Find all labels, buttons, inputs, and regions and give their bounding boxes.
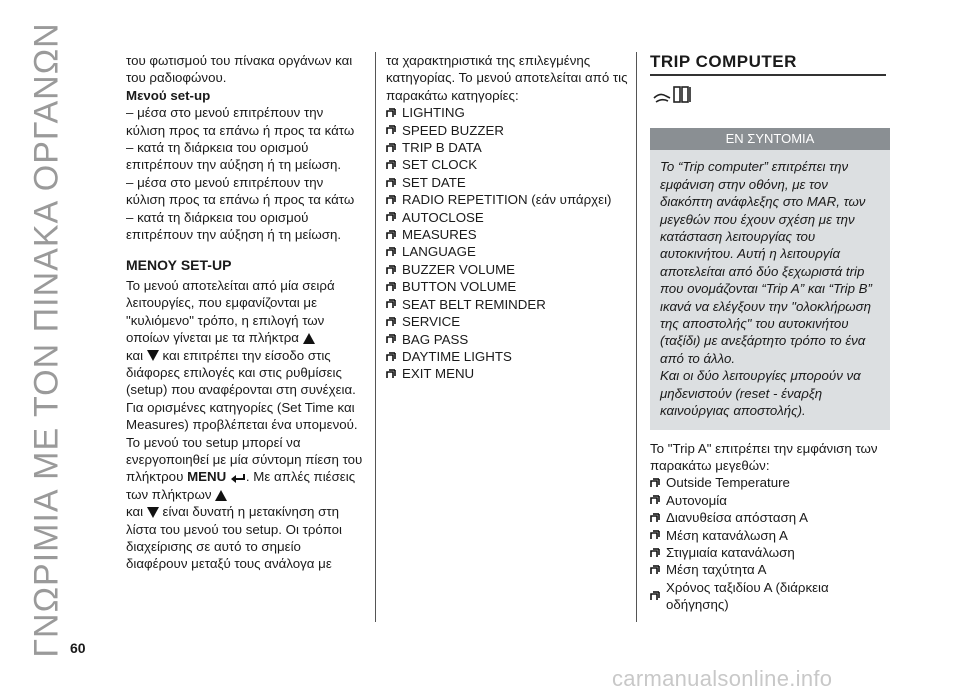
menu-paragraph-2 bbox=[126, 434, 366, 573]
list-item bbox=[386, 191, 631, 208]
list-item-label: SET DATE bbox=[402, 174, 466, 190]
list-item bbox=[650, 527, 890, 544]
box-bullet-icon bbox=[650, 495, 660, 505]
col2-intro: τα χαρακτηριστικά της επιλεγμένης κατηγορίας. Το μενού αποτελείται από τις παρακάτω κατηγορίες: bbox=[386, 53, 628, 103]
box-bullet-icon bbox=[386, 108, 396, 118]
list-item-label: SET CLOCK bbox=[402, 157, 478, 173]
triangle-up-icon bbox=[303, 333, 315, 344]
box-bullet-icon bbox=[386, 352, 396, 362]
list-item bbox=[650, 474, 890, 491]
list-item bbox=[650, 509, 890, 526]
menu-heading: ΜΕΝΟΥ SET-UP bbox=[126, 257, 232, 274]
list-item-label: SERVICE bbox=[402, 314, 461, 330]
list-item bbox=[650, 544, 890, 561]
list-item bbox=[386, 122, 631, 139]
list-item-label: BUTTON VOLUME bbox=[402, 279, 517, 295]
box-bullet-icon bbox=[386, 195, 396, 205]
triangle-down-icon bbox=[147, 350, 159, 361]
list-item bbox=[386, 174, 631, 191]
list-item-label: AUTOCLOSE bbox=[402, 209, 484, 225]
setup-line: – κατά τη διάρκεια του ορισμού επιτρέπουν την αύξηση ή τη μείωση. bbox=[126, 209, 342, 243]
list-item bbox=[650, 561, 890, 578]
box-bullet-icon bbox=[650, 478, 660, 488]
triangle-down-icon bbox=[147, 507, 159, 518]
list-item-label: SPEED BUZZER bbox=[402, 122, 504, 138]
box-bullet-icon bbox=[386, 299, 396, 309]
section-title: TRIP COMPUTER bbox=[650, 52, 797, 71]
col1-intro: του φωτισμού του πίνακα οργάνων και του ραδιοφώνου. bbox=[126, 53, 353, 86]
list-item-label: SEAT BELT REMINDER bbox=[402, 296, 546, 312]
list-item-label: Αυτονομία bbox=[666, 492, 727, 508]
column-1 bbox=[126, 52, 366, 573]
column-3 bbox=[650, 52, 890, 614]
brief-heading: ΕΝ ΣΥΝΤΟΜΙΑ bbox=[650, 128, 890, 150]
side-chapter-title bbox=[22, 22, 72, 658]
menu-p2-and: και bbox=[126, 504, 144, 520]
box-bullet-icon bbox=[386, 160, 396, 170]
menu-p2-text: Το μενού του setup μπορεί να ενεργοποιηθεί με μία σύντομη πίεση του πλήκτρου bbox=[126, 434, 363, 485]
box-bullet-icon bbox=[650, 548, 660, 558]
menu-key-label: MENU bbox=[187, 469, 227, 485]
list-item-label: Διανυθείσα απόσταση Α bbox=[666, 510, 808, 526]
list-item bbox=[386, 104, 631, 121]
triangle-up-icon bbox=[215, 490, 227, 501]
hand-book-icon bbox=[652, 84, 696, 106]
menu-p2-text-cont: . Με απλές πιέσεις των πλήκτρων bbox=[126, 469, 356, 502]
box-bullet-icon bbox=[386, 265, 396, 275]
list-item bbox=[386, 226, 631, 243]
box-bullet-icon bbox=[386, 317, 396, 327]
list-item bbox=[386, 331, 631, 348]
box-bullet-icon bbox=[386, 212, 396, 222]
watermark: carmanualsonline.info bbox=[612, 666, 833, 691]
list-item bbox=[386, 278, 631, 295]
box-bullet-icon bbox=[650, 591, 660, 601]
box-bullet-icon bbox=[650, 513, 660, 523]
list-item bbox=[386, 313, 631, 330]
box-bullet-icon bbox=[386, 143, 396, 153]
list-item-label: Στιγμιαία κατανάλωση bbox=[666, 544, 795, 560]
menu-p1-and: και bbox=[126, 347, 144, 363]
menu-p1-text: Το μενού αποτελείται από μία σειρά λειτουργίες, που εμφανίζονται με "κυλιόμενο" τρόπο, η επιλογή των οποίων γίνεται με τα πλήκτρα bbox=[126, 277, 335, 346]
box-bullet-icon bbox=[386, 125, 396, 135]
list-item bbox=[386, 365, 631, 382]
brief-paragraph: Το “Trip computer” επιτρέπει την εμφάνιση στην οθόνη, με τον διακόπτη ανάφλεξης στο MAR, των μεγεθών που έχουν σχέση με την κατάσταση λειτουργίας του αυτοκινήτου. Αυτή η λειτουργία αποτελείται από δύο ξεχωριστά trip που ονομάζονται “Trip A” και “Trip B” ικανά να ελέγξουν την "ολοκλήρωση της αποστολής" του αυτοκινήτου (ταξίδι) με ανεξάρτητο τρόπο το ένα από το άλλο. bbox=[660, 159, 872, 366]
list-item-label: Outside Temperature bbox=[666, 475, 790, 491]
menu-p1-text-cont: και επιτρέπει την είσοδο στις διάφορες επιλογές και στις ρυθμίσεις (setup) που αναφέρονται στη συνέχεια. Για ορισμένες κατηγορίες (Set Time και Measures) προβλέπεται ένα υπομενού. bbox=[126, 347, 358, 433]
brief-paragraph: Και οι δύο λειτουργίες μπορούν να μηδενιστούν (reset - έναρξη καινούργιας αποστολής). bbox=[660, 368, 861, 419]
box-bullet-icon bbox=[386, 369, 396, 379]
menu-category-list bbox=[386, 104, 631, 383]
list-item bbox=[386, 261, 631, 278]
box-bullet-icon bbox=[650, 565, 660, 575]
menu-paragraph-1 bbox=[126, 277, 366, 434]
setup-line: – κατά τη διάρκεια του ορισμού επιτρέπουν την αύξηση ή τη μείωση. bbox=[126, 140, 342, 173]
list-item-label: EXIT MENU bbox=[402, 366, 475, 382]
side-chapter-title-text: ΓΝΩΡΙΜΙΑ ΜΕ ΤΟΝ ΠΙΝΑΚΑ ΟΡΓΑΝΩΝ bbox=[27, 22, 66, 658]
setup-line: – μέσα στο μενού επιτρέπουν την κύλιση προς τα επάνω ή προς τα κάτω bbox=[126, 105, 355, 138]
list-item bbox=[650, 579, 890, 614]
page-number: 60 bbox=[70, 640, 86, 656]
box-bullet-icon bbox=[386, 247, 396, 257]
list-item-label: Χρόνος ταξιδίου Α (διάρκεια οδήγησης) bbox=[666, 579, 829, 613]
box-bullet-icon bbox=[386, 178, 396, 188]
section-title-rule bbox=[650, 74, 886, 76]
list-item-label: RADIO REPETITION (εάν υπάρχει) bbox=[402, 192, 612, 208]
brief-box bbox=[650, 150, 890, 429]
list-item-label: TRIP B DATA bbox=[402, 140, 482, 156]
list-item-label: LIGHTING bbox=[402, 105, 465, 121]
list-item-label: Μέση κατανάλωση Α bbox=[666, 527, 788, 543]
list-item bbox=[650, 492, 890, 509]
list-item bbox=[386, 296, 631, 313]
menu-setup-heading: Μενού set-up bbox=[126, 87, 211, 103]
list-item-label: LANGUAGE bbox=[402, 244, 476, 260]
return-arrow-icon bbox=[230, 472, 246, 484]
menu-p2-text-end: είναι δυνατή η μετακίνηση στη λίστα του μενού του setup. Οι τρόποι διαχείρισης σε αυτό το σημείο διαφέρουν μεταξύ τους ανάλογα με bbox=[126, 504, 342, 572]
list-item bbox=[386, 139, 631, 156]
list-item-label: BAG PASS bbox=[402, 331, 469, 347]
box-bullet-icon bbox=[386, 334, 396, 344]
trip-a-intro: Το "Trip A" επιτρέπει την εμφάνιση των παρακάτω μεγεθών: bbox=[650, 440, 878, 473]
column-divider bbox=[375, 52, 376, 622]
list-item-label: MEASURES bbox=[402, 227, 477, 243]
setup-line: – μέσα στο μενού επιτρέπουν την κύλιση προς τα επάνω ή προς τα κάτω bbox=[126, 174, 355, 208]
trip-a-value-list bbox=[650, 474, 890, 613]
list-item-label: DAYTIME LIGHTS bbox=[402, 348, 512, 364]
list-item bbox=[386, 156, 631, 173]
list-item-label: BUZZER VOLUME bbox=[402, 261, 516, 277]
list-item bbox=[386, 348, 631, 365]
list-item bbox=[386, 243, 631, 260]
column-2 bbox=[386, 52, 631, 383]
list-item bbox=[386, 209, 631, 226]
column-divider bbox=[636, 52, 637, 622]
list-item-label: Μέση ταχύτητα Α bbox=[666, 562, 767, 578]
box-bullet-icon bbox=[386, 282, 396, 292]
box-bullet-icon bbox=[650, 530, 660, 540]
box-bullet-icon bbox=[386, 230, 396, 240]
